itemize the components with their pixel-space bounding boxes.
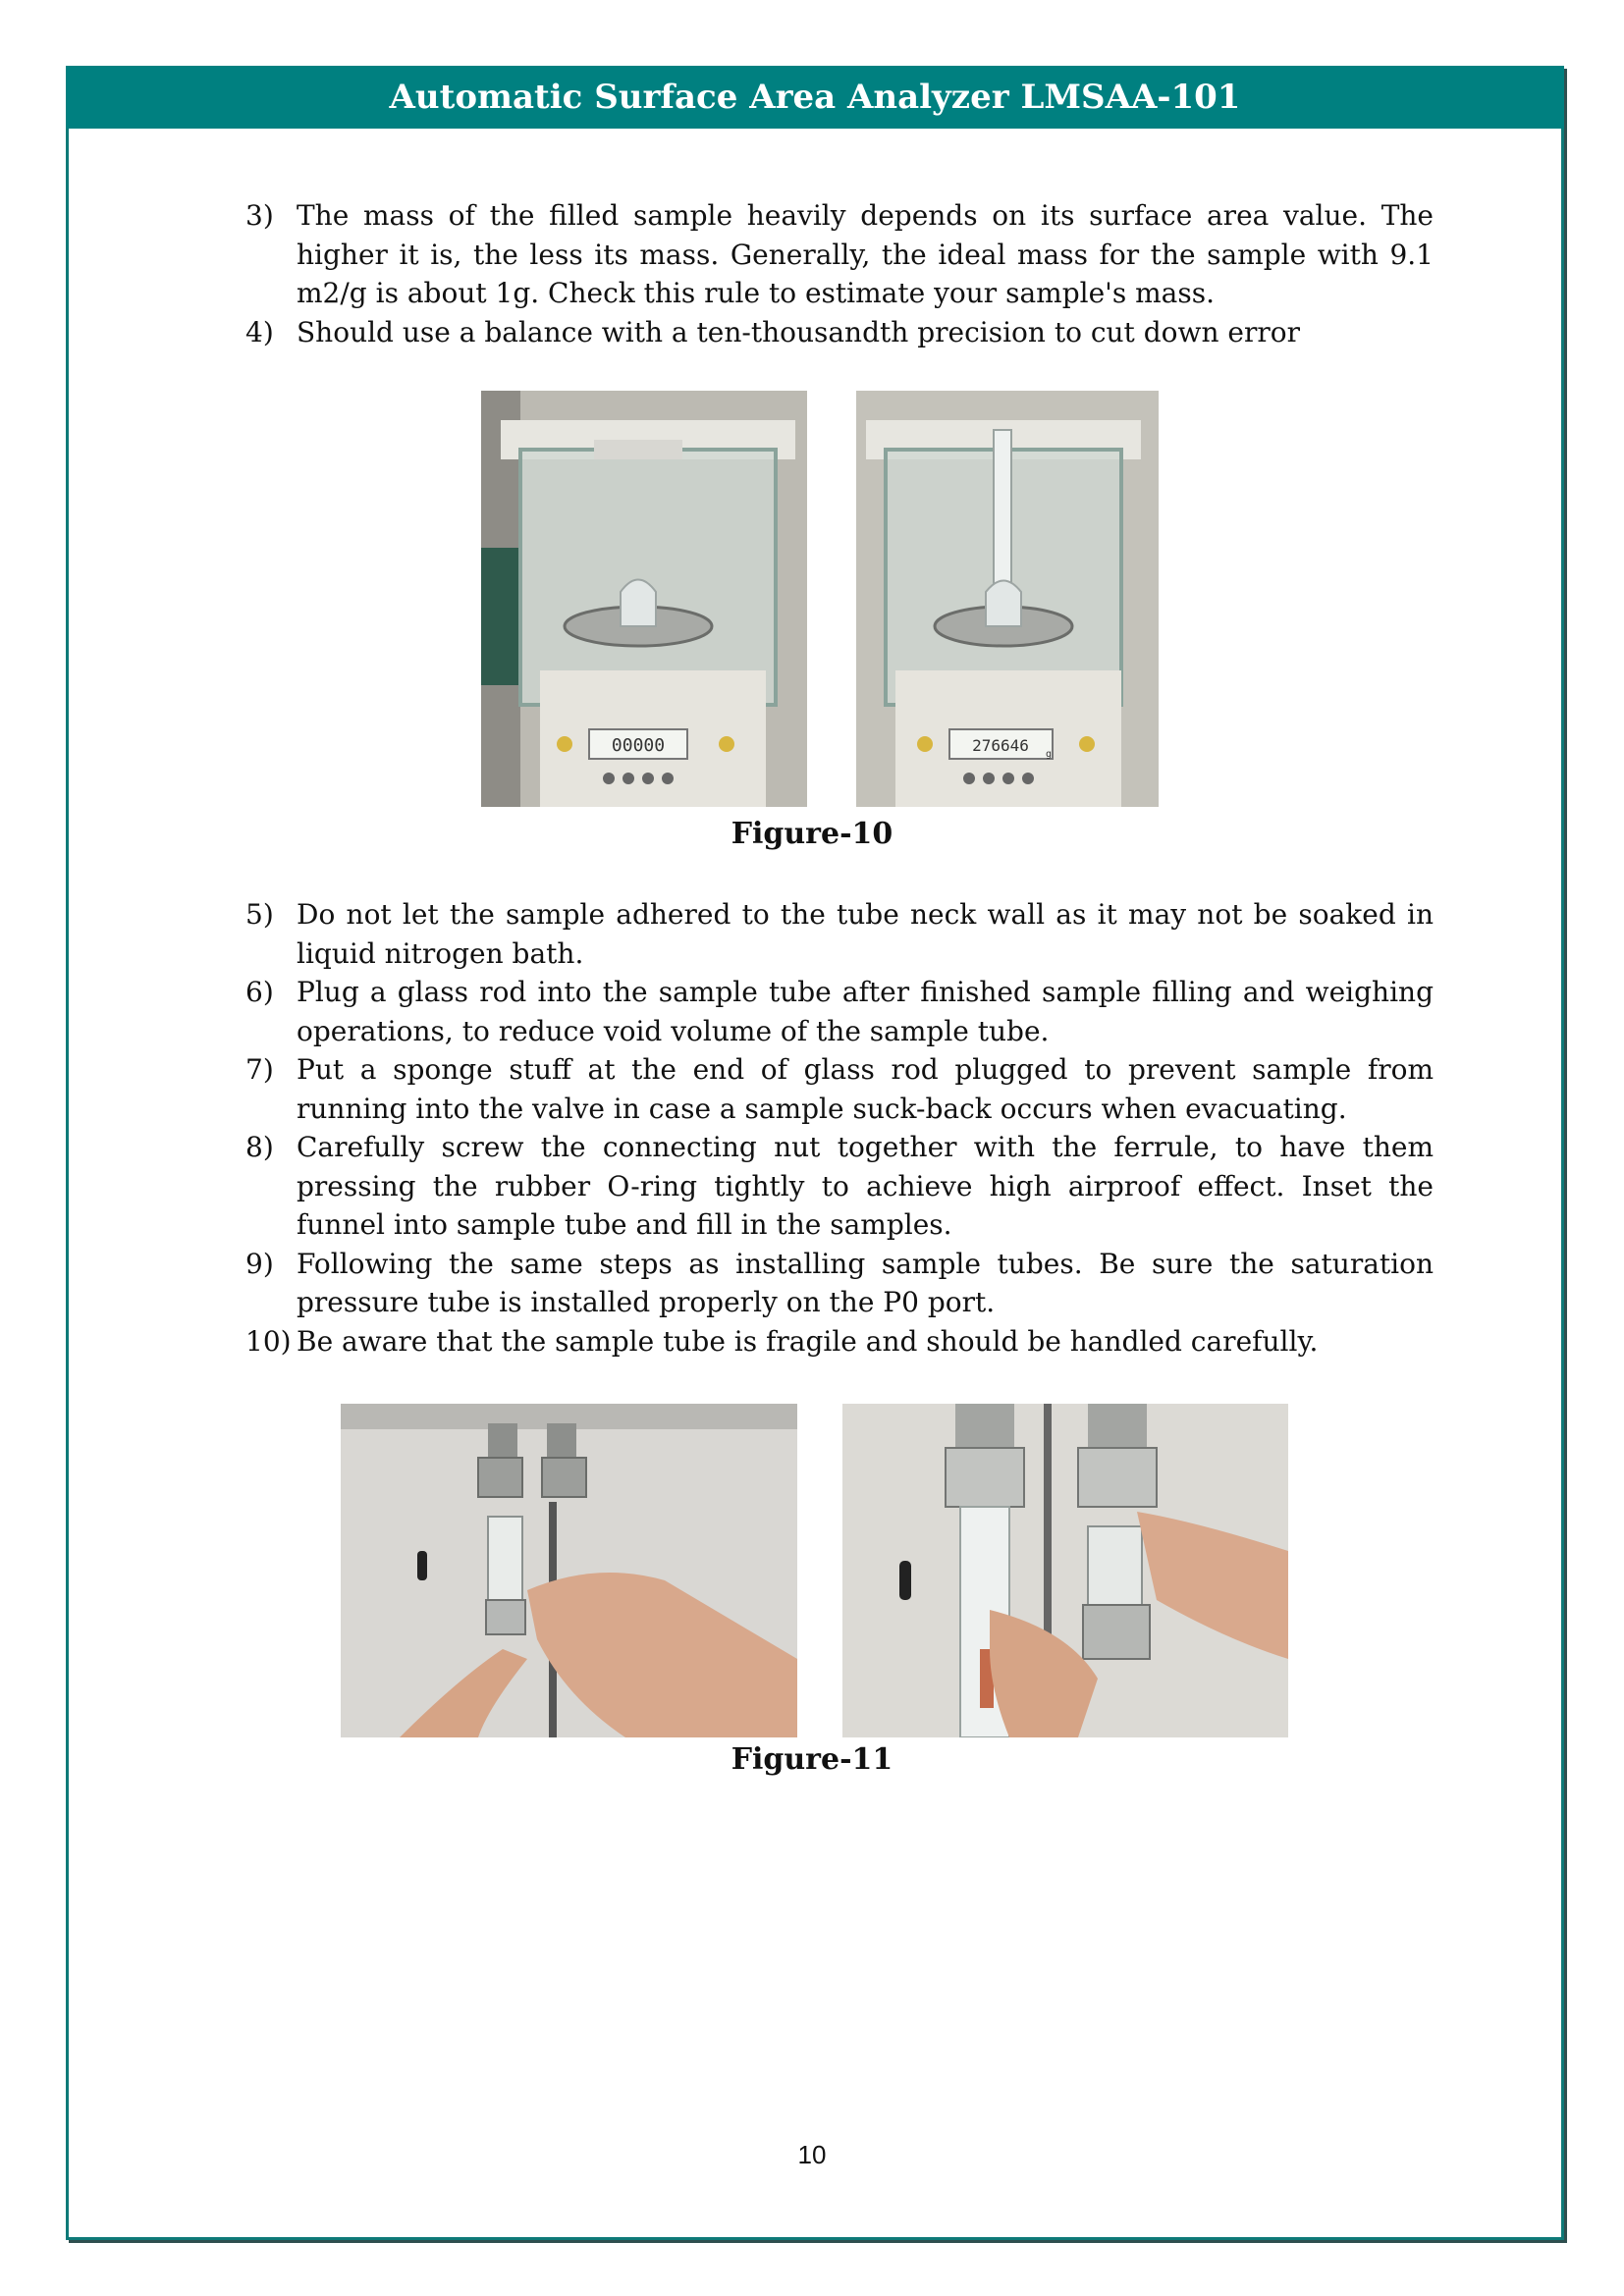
sample-tube-install-photo-left (341, 1404, 797, 1737)
list-item (245, 1322, 1434, 1362)
item-text: Carefully screw the connecting nut together with the ferrule, to have them pressing the rubber O-ring tightly to achieve high airproof effect. Inset the funnel into sample tube and fill in the samples. (297, 1131, 1434, 1241)
figure-10-caption: Figure-10 (731, 817, 893, 851)
page-header: Automatic Surface Area Analyzer LMSAA-101 (66, 66, 1564, 129)
item-text: Do not let the sample adhered to the tube neck wall as it may not be soaked in liquid nitrogen bath. (297, 898, 1434, 970)
item-text: Plug a glass rod into the sample tube after finished sample filling and weighing operations, to reduce void volume of the sample tube. (297, 976, 1434, 1047)
item-number: 4) (245, 315, 274, 348)
item-number: 8) (245, 1131, 274, 1163)
item-number: 5) (245, 898, 274, 931)
list-item (245, 973, 1434, 1050)
balance-photo-filled (856, 391, 1159, 807)
item-number: 10) (245, 1324, 292, 1358)
balance-display-left: 00000 (611, 735, 666, 756)
item-text: Following the same steps as installing sample tubes. Be sure the saturation pressure tube is installed properly on the P0 port. (297, 1247, 1434, 1318)
list-item (245, 1050, 1434, 1128)
balance-photo-empty (481, 391, 807, 807)
page-number: 10 (797, 2140, 827, 2169)
item-number: 9) (245, 1247, 274, 1280)
list-item (245, 313, 1434, 352)
list-item (245, 1245, 1434, 1322)
item-number: 7) (245, 1053, 274, 1086)
item-number: 6) (245, 976, 274, 1008)
list-item (245, 895, 1434, 973)
list-item (245, 196, 1434, 313)
balance-display-right: 276646 (972, 736, 1029, 755)
instructions-list-bottom (245, 895, 1434, 1361)
list-item (245, 1128, 1434, 1245)
item-number: 3) (245, 199, 274, 232)
item-text: Put a sponge stuff at the end of glass rod plugged to prevent sample from running into the valve in case a sample suck-back occurs when evacuating. (297, 1053, 1434, 1125)
item-text: Be aware that the sample tube is fragile and should be handled carefully. (297, 1324, 1319, 1358)
sample-tube-install-photo-right (842, 1404, 1288, 1737)
item-text: The mass of the filled sample heavily depends on its surface area value. The higher it is, the less its mass. Generally, the ideal mass for the sample with 9.1 m2/g is about 1g. Check this rule to estimate your sample's mass. (297, 199, 1434, 309)
instructions-list-top (245, 196, 1434, 351)
figure-11-caption: Figure-11 (731, 1742, 893, 1777)
item-text: Should use a balance with a ten-thousandth precision to cut down error (297, 315, 1300, 348)
balance-unit: g (1046, 749, 1053, 760)
